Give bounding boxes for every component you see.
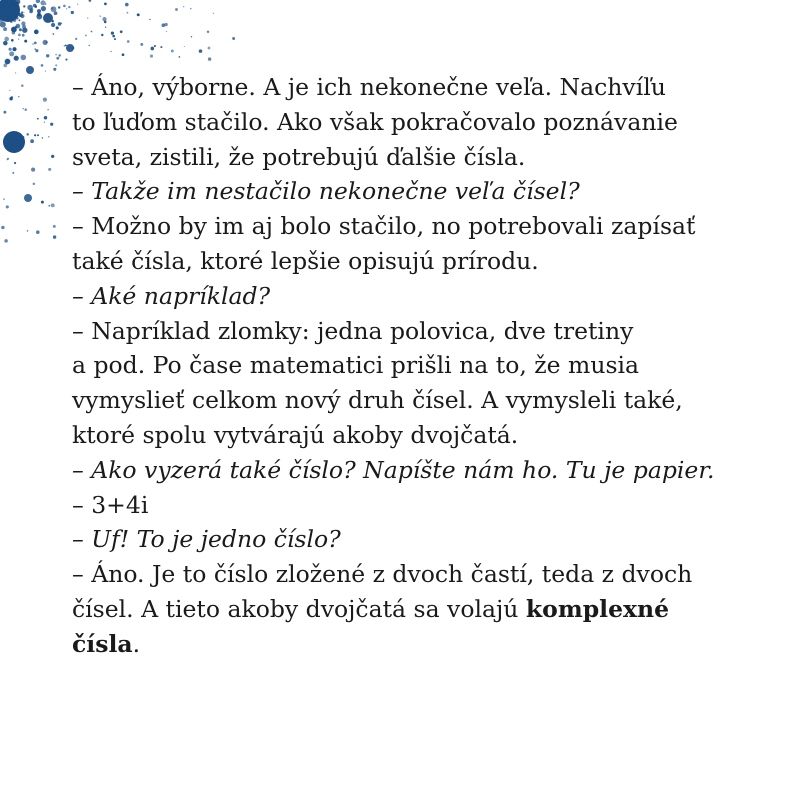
text-line-italic: – Aké napríklad? xyxy=(72,281,271,310)
text-segment: čísel. A tieto akoby dvojčatá sa volajú xyxy=(72,594,526,623)
text-line: – Možno by im aj bolo stačilo, no potrebovali zapísať xyxy=(72,212,696,241)
text-line: – Áno. Je to číslo zložené z dvoch častí, teda z dvoch xyxy=(72,560,693,589)
text-line: sveta, zistili, že potrebujú ďalšie čísla. xyxy=(72,142,526,171)
bold-term: čísla xyxy=(72,629,133,658)
text-line: také čísla, ktoré lepšie opisujú prírodu. xyxy=(72,246,539,275)
text-line: ktoré spolu vytvárajú akoby dvojčatá. xyxy=(72,420,519,449)
text-line: – Napríklad zlomky: jedna polovica, dve tretiny xyxy=(72,316,634,345)
text-line: to ľuďom stačilo. Ako však pokračovalo poznávanie xyxy=(72,107,678,136)
text-line: vymyslieť celkom nový druh čísel. A vymysleli také, xyxy=(72,386,683,415)
bold-term: komplexné xyxy=(525,594,670,623)
text-line-italic: – Uf! To je jedno číslo? xyxy=(72,525,341,554)
text-line-with-bold xyxy=(72,592,772,627)
text-line: – Áno, výborne. A je ich nekonečne veľa. Nachvíľu xyxy=(72,73,666,101)
text-line-italic: – Ako vyzerá také číslo? Napíšte nám ho. Tu je papier. xyxy=(72,455,715,484)
text-line: a pod. Po čase matematici prišli na to, že musia xyxy=(72,351,640,380)
text-segment: . xyxy=(132,629,141,658)
text-line-italic: – Takže im nestačilo nekonečne veľa čísel? xyxy=(72,177,580,206)
text-line-with-bold xyxy=(72,627,772,662)
text-line: – 3+4i xyxy=(72,490,149,519)
dialogue-text xyxy=(72,70,772,662)
